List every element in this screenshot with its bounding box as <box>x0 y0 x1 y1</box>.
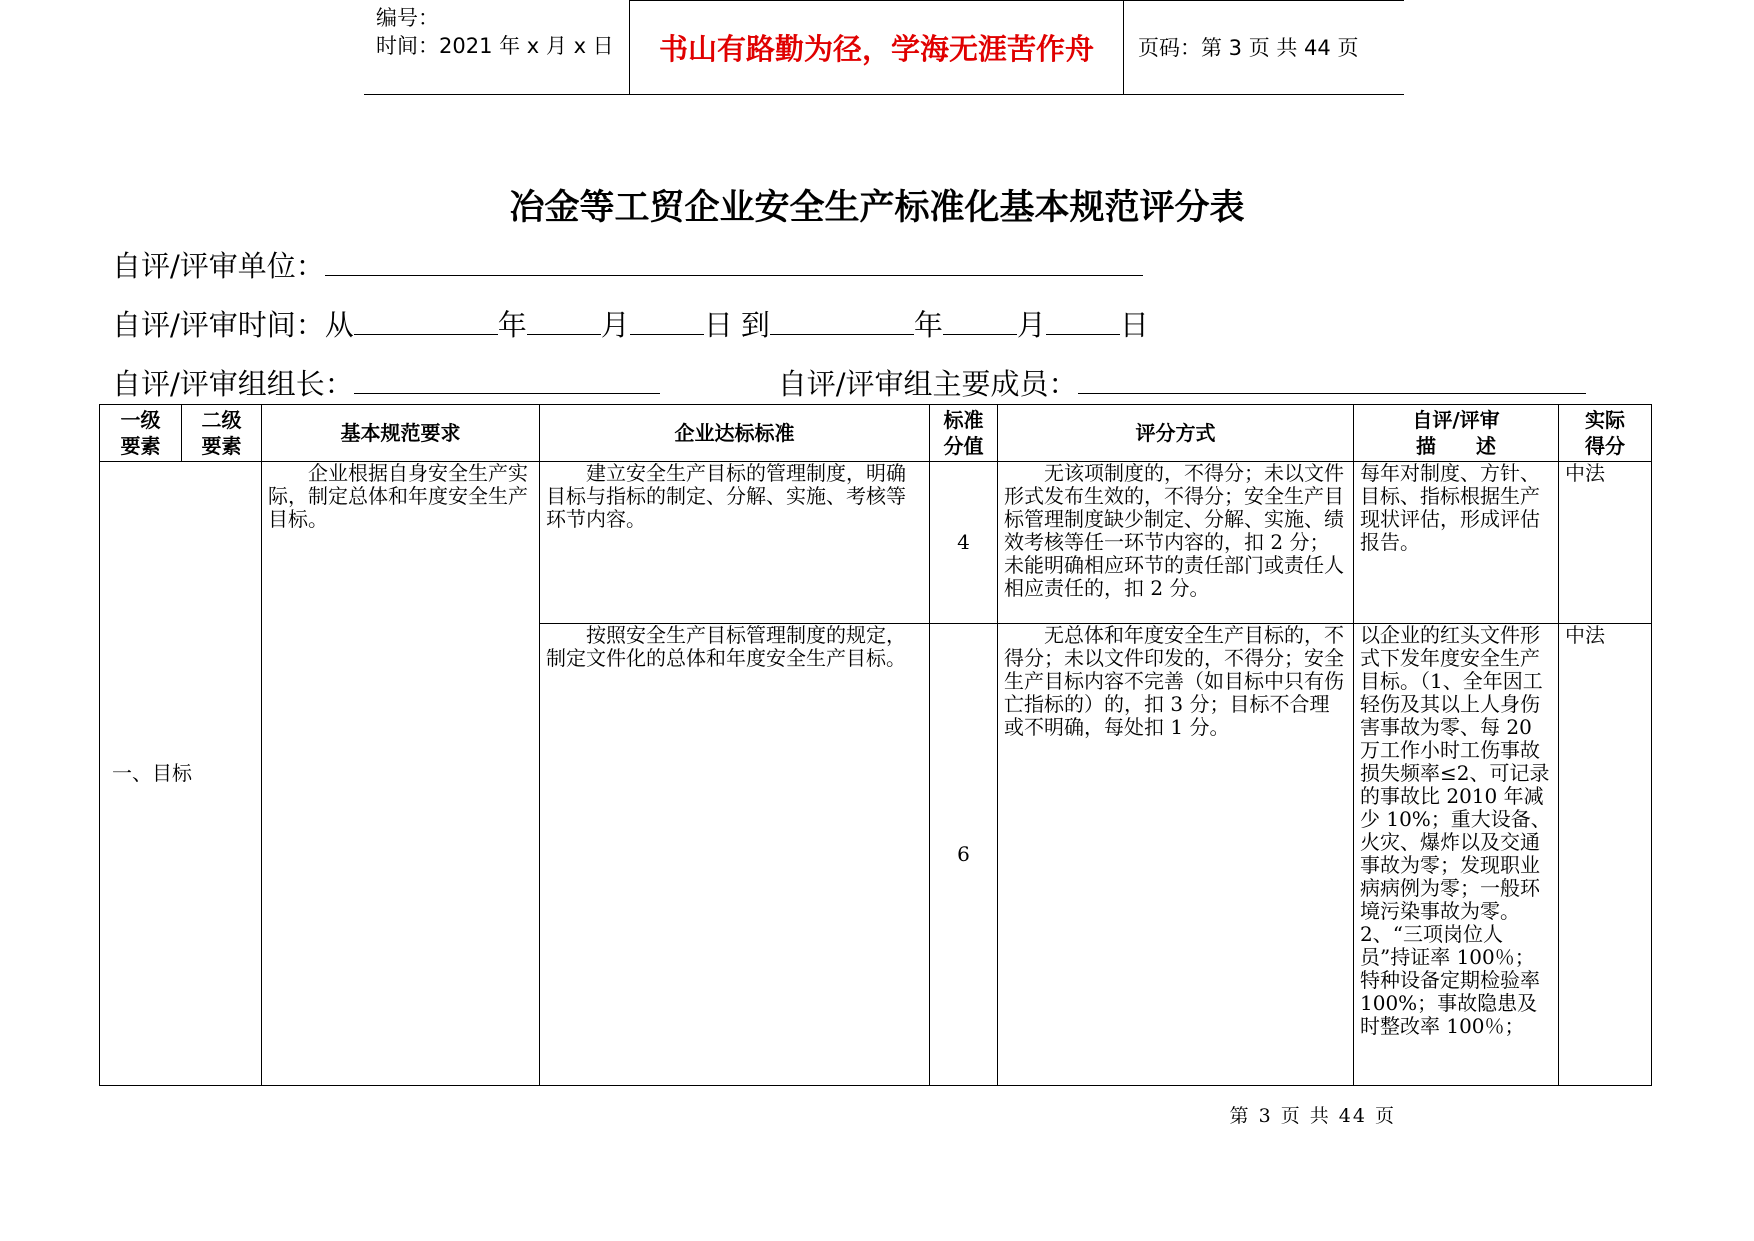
header-score: 标准 分值 <box>930 405 998 462</box>
standard-cell: 建立安全生产目标的管理制度，明确目标与指标的制定、分解、实施、考核等环节内容。 <box>540 462 930 624</box>
day-unit-2: 日 <box>1119 308 1149 342</box>
header-requirement: 基本规范要求 <box>262 405 540 462</box>
requirement-cell: 企业根据自身安全生产实际，制定总体和年度安全生产目标。 <box>262 462 540 1086</box>
to-day-blank[interactable] <box>1046 305 1120 335</box>
actual-score-cell: 中法 <box>1559 462 1652 624</box>
year-unit-2: 年 <box>913 308 943 342</box>
actual-score-cell: 中法 <box>1559 624 1652 1086</box>
method-cell: 无该项制度的，不得分；未以文件形式发布生效的，不得分；安全生产目标管理制度缺少制定、分解、实施、绩效考核等任一环节内容的，扣 2 分；未能明确相应环节的责任部门或责任人相应责任的，扣 2 分。 <box>998 462 1354 624</box>
level1-cell: 一、目标 <box>100 462 262 1086</box>
leader-label: 自评/评审组组长： <box>112 367 354 401</box>
leader-blank[interactable] <box>354 364 660 394</box>
header-actual: 实际 得分 <box>1559 405 1652 462</box>
form-unit-line <box>112 244 1143 285</box>
from-year-blank[interactable] <box>354 305 498 335</box>
to-label: 到 <box>740 308 770 342</box>
form-team-line <box>112 362 1586 403</box>
header-standard: 企业达标标准 <box>540 405 930 462</box>
day-unit: 日 <box>703 308 733 342</box>
page-footer: 第 3 页 共 44 页 <box>1229 1105 1396 1127</box>
header-level1: 一级 要素 <box>100 405 182 462</box>
description-cell: 每年对制度、方针、目标、指标根据生产现状评估，形成评估报告。 <box>1354 462 1559 624</box>
header-slogan: 书山有路勤为径，学海无涯苦作舟 <box>630 0 1124 94</box>
members-blank[interactable] <box>1078 364 1586 394</box>
header-page-info: 页码：第 3 页 共 44 页 <box>1138 36 1359 60</box>
header-meta <box>364 0 630 94</box>
table-row <box>100 462 1652 624</box>
time-label: 自评/评审时间：从 <box>112 308 354 342</box>
from-day-blank[interactable] <box>630 305 704 335</box>
document-title: 冶金等工贸企业安全生产标准化基本规范评分表 <box>509 187 1245 228</box>
header-level2: 二级 要素 <box>182 405 262 462</box>
standard-cell: 按照安全生产目标管理制度的规定，制定文件化的总体和年度安全生产目标。 <box>540 624 930 1086</box>
header-time: 时间：2021 年 x 月 x 日 <box>376 34 614 58</box>
score-table <box>99 404 1652 1086</box>
month-unit-2: 月 <box>1016 308 1046 342</box>
method-cell: 无总体和年度安全生产目标的，不得分；未以文件印发的，不得分；安全生产目标内容不完善（如目标中只有伤亡指标的）的，扣 3 分；目标不合理或不明确，每处扣 1 分。 <box>998 624 1354 1086</box>
serial-label: 编号： <box>376 6 439 30</box>
to-month-blank[interactable] <box>943 305 1017 335</box>
score-cell: 4 <box>930 462 998 624</box>
page-header <box>364 0 1404 95</box>
table-header-row <box>100 405 1652 462</box>
unit-label: 自评/评审单位： <box>112 249 325 283</box>
year-unit: 年 <box>497 308 527 342</box>
score-cell: 6 <box>930 624 998 1086</box>
header-description: 自评/评审 描 述 <box>1354 405 1559 462</box>
from-month-blank[interactable] <box>527 305 601 335</box>
form-time-line <box>112 303 1149 344</box>
to-year-blank[interactable] <box>770 305 914 335</box>
header-method: 评分方式 <box>998 405 1354 462</box>
members-label: 自评/评审组主要成员： <box>777 367 1078 401</box>
month-unit: 月 <box>600 308 630 342</box>
description-cell: 以企业的红头文件形式下发年度安全生产目标。（1、全年因工轻伤及其以上人身伤害事故为零、每 20 万工作小时工伤事故损失频率≤2、可记录的事故比 2010 年减少 10%；重大设备、火灾、爆炸以及交通事故为零；发现职业病病例为零；一般环境污染事故为零。 2、“三项岗位人员”持证率 100％；特种设备定期检验率 100%；事故隐患及时整改率 100％； <box>1354 624 1559 1086</box>
unit-blank[interactable] <box>325 246 1143 276</box>
